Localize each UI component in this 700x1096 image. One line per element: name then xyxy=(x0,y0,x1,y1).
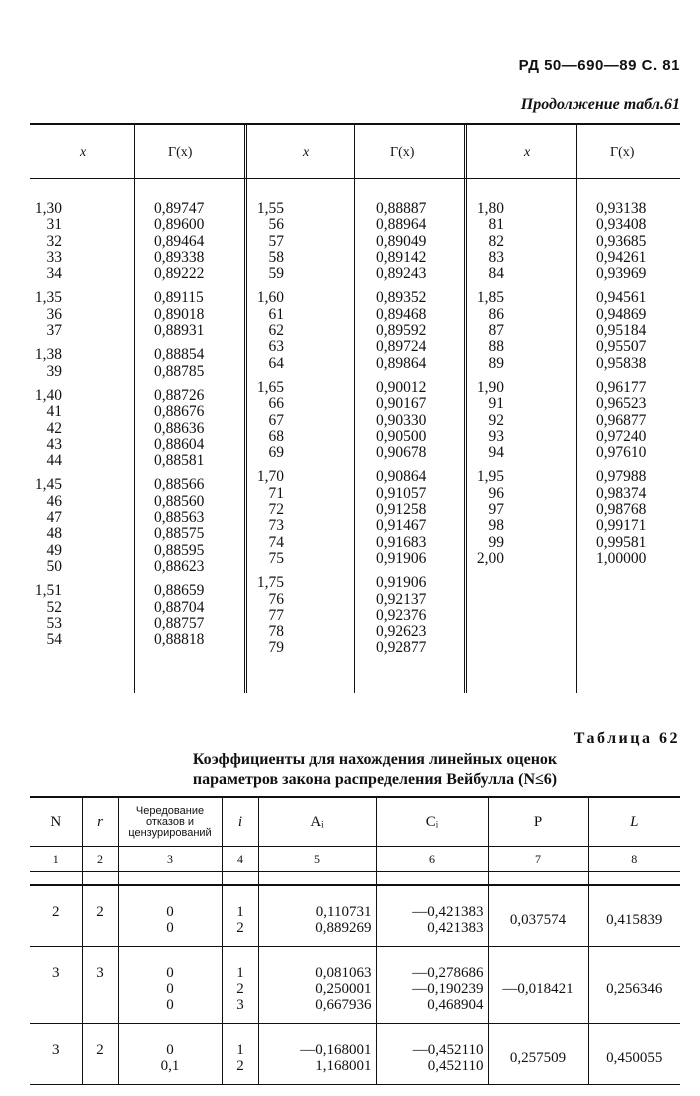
x-value: 1,45 xyxy=(34,476,62,494)
gamma-value: 0,95184 xyxy=(596,322,647,340)
gamma-value: 0,88566 xyxy=(154,476,205,494)
x-value: 33 xyxy=(46,248,62,266)
gamma-value: 0,89464 xyxy=(154,232,205,250)
x-value: 98 xyxy=(488,517,504,535)
x-values-column xyxy=(30,201,62,648)
gamma-value: 0,99171 xyxy=(596,517,647,535)
cell-L: 0,415839 xyxy=(588,885,680,947)
gamma-value: 0,93408 xyxy=(596,216,647,234)
gamma-value: 0,88676 xyxy=(154,403,205,421)
x-value: 58 xyxy=(268,248,284,266)
column-header-x: x xyxy=(303,145,310,160)
cell-pattern: 0 0 xyxy=(118,885,222,947)
cell-r: 3 xyxy=(82,947,118,1024)
gamma-value: 0,88887 xyxy=(376,200,427,217)
x-value: 49 xyxy=(46,541,62,559)
cell-i: 1 2 xyxy=(222,1024,258,1085)
gamma-value: 0,89468 xyxy=(376,305,427,323)
x-value: 71 xyxy=(268,484,284,502)
cell-pattern: 0 0,1 xyxy=(118,1024,222,1085)
gamma-value: 0,98768 xyxy=(596,501,647,519)
gamma-value: 0,90500 xyxy=(376,427,427,445)
gamma-value: 0,89747 xyxy=(154,200,205,217)
gamma-value: 0,95507 xyxy=(596,338,647,356)
gamma-value: 0,92623 xyxy=(376,623,427,641)
gamma-value: 0,91057 xyxy=(376,484,427,502)
x-value: 53 xyxy=(46,614,62,632)
gamma-value: 0,91258 xyxy=(376,501,427,519)
x-value: 57 xyxy=(268,232,284,250)
gamma-values-column xyxy=(596,201,646,567)
cell-P: 0,037574 xyxy=(488,885,588,947)
gamma-value: 0,89222 xyxy=(154,265,205,283)
gamma-value: 0,89049 xyxy=(376,232,427,250)
x-value: 42 xyxy=(46,419,62,437)
gamma-value: 0,90012 xyxy=(376,378,427,396)
gamma-values-column xyxy=(154,201,204,648)
x-value: 87 xyxy=(488,322,504,340)
x-value: 1,60 xyxy=(256,289,284,307)
column-header-gamma: Г(x) xyxy=(168,145,193,160)
gamma-values-column xyxy=(376,201,426,657)
cell-C: —0,278686 —0,190239 0,468904 xyxy=(376,947,488,1024)
cell-N: 3 xyxy=(52,1042,60,1058)
table-row xyxy=(30,885,680,947)
gamma-value: 0,88623 xyxy=(154,557,205,575)
cell-pattern: 0 0 0 xyxy=(118,947,222,1024)
cell-N: 3 xyxy=(52,965,60,981)
gamma-value: 0,89018 xyxy=(154,305,205,323)
header-P: P xyxy=(488,797,588,847)
x-value: 1,65 xyxy=(256,378,284,396)
gamma-value: 0,95838 xyxy=(596,354,647,372)
gamma-value: 0,90330 xyxy=(376,411,427,429)
table-title: Коэффициенты для нахождения линейных оценок параметров закона распределения Вейбулла (N≤6) xyxy=(192,751,558,788)
x-value: 61 xyxy=(268,305,284,323)
x-value: 64 xyxy=(268,354,284,372)
gamma-value: 0,96877 xyxy=(596,411,647,429)
x-value: 76 xyxy=(268,590,284,608)
table-number: Таблица 62 xyxy=(573,730,680,747)
x-value: 2,00 xyxy=(476,549,504,567)
x-value: 52 xyxy=(46,598,62,616)
x-value: 88 xyxy=(488,338,504,356)
cell-L: 0,450055 xyxy=(588,1024,680,1085)
column-header-x: x xyxy=(80,145,87,160)
x-value: 1,30 xyxy=(34,200,62,217)
header-i: i xyxy=(222,797,258,847)
x-value: 96 xyxy=(488,484,504,502)
x-value: 36 xyxy=(46,305,62,323)
table-62 xyxy=(30,796,680,1085)
gamma-value: 0,89338 xyxy=(154,248,205,266)
column-number: 4 xyxy=(222,847,258,872)
x-value: 1,70 xyxy=(256,468,284,486)
x-value: 99 xyxy=(488,533,504,551)
x-value: 75 xyxy=(268,549,284,567)
gamma-value: 0,97240 xyxy=(596,427,647,445)
table-continuation-label: Продолжение табл.61 xyxy=(520,96,680,113)
header-L: L xyxy=(588,797,680,847)
page-reference: РД 50—690—89 С. 81 xyxy=(518,57,680,74)
cell-P: —0,018421 xyxy=(488,947,588,1024)
x-value: 1,75 xyxy=(256,574,284,592)
x-value: 32 xyxy=(46,232,62,250)
gamma-value: 0,94561 xyxy=(596,289,647,307)
gamma-value: 0,89592 xyxy=(376,322,427,340)
column-number: 8 xyxy=(588,847,680,872)
cell-N: 2 xyxy=(52,904,60,920)
gamma-value: 0,96177 xyxy=(596,378,647,396)
x-value: 63 xyxy=(268,338,284,356)
x-value: 82 xyxy=(488,232,504,250)
x-value: 47 xyxy=(46,509,62,527)
gamma-value: 0,89352 xyxy=(376,289,427,307)
gamma-value: 0,88575 xyxy=(154,525,205,543)
column-number: 1 xyxy=(30,847,82,872)
x-value: 1,40 xyxy=(34,386,62,404)
x-values-column xyxy=(252,201,284,657)
gamma-value: 0,88636 xyxy=(154,419,205,437)
header-A: Aᵢ xyxy=(258,797,376,847)
gamma-value: 0,88757 xyxy=(154,614,205,632)
gamma-value: 0,97610 xyxy=(596,444,647,462)
gamma-value: 0,91467 xyxy=(376,517,427,535)
x-value: 34 xyxy=(46,265,62,283)
header-C: Cᵢ xyxy=(376,797,488,847)
x-value: 1,38 xyxy=(34,346,62,364)
x-value: 31 xyxy=(46,216,62,234)
column-number: 2 xyxy=(82,847,118,872)
x-value: 69 xyxy=(268,444,284,462)
x-value: 83 xyxy=(488,248,504,266)
gamma-value: 0,91906 xyxy=(376,549,427,567)
gamma-value: 0,94869 xyxy=(596,305,647,323)
gamma-value: 0,93969 xyxy=(596,265,647,283)
cell-r: 2 xyxy=(82,885,118,947)
gamma-value: 0,90864 xyxy=(376,468,427,486)
table-row xyxy=(30,947,680,1024)
header-N: N xyxy=(30,797,82,847)
x-value: 37 xyxy=(46,322,62,340)
gamma-value: 0,88726 xyxy=(154,386,205,404)
gamma-value: 0,89243 xyxy=(376,265,427,283)
x-value: 67 xyxy=(268,411,284,429)
x-value: 92 xyxy=(488,411,504,429)
cell-i: 1 2 3 xyxy=(222,947,258,1024)
gamma-value: 0,89864 xyxy=(376,354,427,372)
gamma-value: 0,88785 xyxy=(154,362,205,380)
x-value: 72 xyxy=(268,501,284,519)
gamma-value: 0,88604 xyxy=(154,435,205,453)
gamma-value: 0,89142 xyxy=(376,248,427,266)
x-value: 73 xyxy=(268,517,284,535)
gamma-value: 0,88659 xyxy=(154,582,205,600)
x-value: 66 xyxy=(268,395,284,413)
cell-A: 0,081063 0,250001 0,667936 xyxy=(258,947,376,1024)
x-value: 74 xyxy=(268,533,284,551)
x-value: 59 xyxy=(268,265,284,283)
gamma-value: 1,00000 xyxy=(596,549,647,567)
gamma-value: 0,92376 xyxy=(376,606,427,624)
gamma-value: 0,89600 xyxy=(154,216,205,234)
x-value: 54 xyxy=(46,631,62,649)
x-value: 43 xyxy=(46,435,62,453)
x-value: 78 xyxy=(268,623,284,641)
x-value: 1,55 xyxy=(256,200,284,217)
x-value: 1,85 xyxy=(476,289,504,307)
gamma-value: 0,96523 xyxy=(596,395,647,413)
cell-C: —0,452110 0,452110 xyxy=(376,1024,488,1085)
gamma-value: 0,88704 xyxy=(154,598,205,616)
table-row xyxy=(30,1024,680,1085)
gamma-value: 0,88560 xyxy=(154,492,205,510)
x-value: 79 xyxy=(268,639,284,657)
x-values-column xyxy=(472,201,504,567)
x-value: 91 xyxy=(488,395,504,413)
gamma-value: 0,98374 xyxy=(596,484,647,502)
x-value: 1,95 xyxy=(476,468,504,486)
x-value: 94 xyxy=(488,444,504,462)
gamma-value: 0,88581 xyxy=(154,452,205,470)
x-value: 81 xyxy=(488,216,504,234)
gamma-value: 0,88931 xyxy=(154,322,205,340)
column-header-x: x xyxy=(524,145,531,160)
header-pattern: Чередование отказов и цензурирований xyxy=(118,797,222,847)
gamma-value: 0,88818 xyxy=(154,631,205,649)
cell-i: 1 2 xyxy=(222,885,258,947)
gamma-value: 0,88595 xyxy=(154,541,205,559)
cell-r: 2 xyxy=(82,1024,118,1085)
gamma-value: 0,88964 xyxy=(376,216,427,234)
x-value: 1,90 xyxy=(476,378,504,396)
x-value: 1,35 xyxy=(34,289,62,307)
gamma-value: 0,90167 xyxy=(376,395,427,413)
x-value: 62 xyxy=(268,322,284,340)
column-header-gamma: Г(x) xyxy=(610,145,635,160)
table-61 xyxy=(30,123,680,693)
x-value: 84 xyxy=(488,265,504,283)
cell-L: 0,256346 xyxy=(588,947,680,1024)
x-value: 77 xyxy=(268,606,284,624)
x-value: 44 xyxy=(46,452,62,470)
gamma-value: 0,91906 xyxy=(376,574,427,592)
cell-C: —0,421383 0,421383 xyxy=(376,885,488,947)
gamma-value: 0,90678 xyxy=(376,444,427,462)
x-value: 89 xyxy=(488,354,504,372)
gamma-value: 0,97988 xyxy=(596,468,647,486)
gamma-value: 0,93685 xyxy=(596,232,647,250)
x-value: 39 xyxy=(46,362,62,380)
column-number: 7 xyxy=(488,847,588,872)
gamma-value: 0,93138 xyxy=(596,200,647,217)
x-value: 48 xyxy=(46,525,62,543)
column-header-gamma: Г(x) xyxy=(390,145,415,160)
cell-A: 0,110731 0,889269 xyxy=(258,885,376,947)
x-value: 46 xyxy=(46,492,62,510)
gamma-value: 0,91683 xyxy=(376,533,427,551)
x-value: 41 xyxy=(46,403,62,421)
cell-A: —0,168001 1,168001 xyxy=(258,1024,376,1085)
x-value: 1,80 xyxy=(476,200,504,217)
gamma-value: 0,92137 xyxy=(376,590,427,608)
column-number: 5 xyxy=(258,847,376,872)
column-number: 3 xyxy=(118,847,222,872)
x-value: 93 xyxy=(488,427,504,445)
gamma-value: 0,94261 xyxy=(596,248,647,266)
x-value: 1,51 xyxy=(34,582,62,600)
x-value: 86 xyxy=(488,305,504,323)
x-value: 56 xyxy=(268,216,284,234)
column-number: 6 xyxy=(376,847,488,872)
gamma-value: 0,99581 xyxy=(596,533,647,551)
x-value: 68 xyxy=(268,427,284,445)
gamma-value: 0,92877 xyxy=(376,639,427,657)
gamma-value: 0,89115 xyxy=(154,289,204,307)
gamma-value: 0,88854 xyxy=(154,346,205,364)
x-value: 97 xyxy=(488,501,504,519)
cell-P: 0,257509 xyxy=(488,1024,588,1085)
gamma-value: 0,89724 xyxy=(376,338,427,356)
gamma-value: 0,88563 xyxy=(154,509,205,527)
x-value: 50 xyxy=(46,557,62,575)
header-r: r xyxy=(82,797,118,847)
